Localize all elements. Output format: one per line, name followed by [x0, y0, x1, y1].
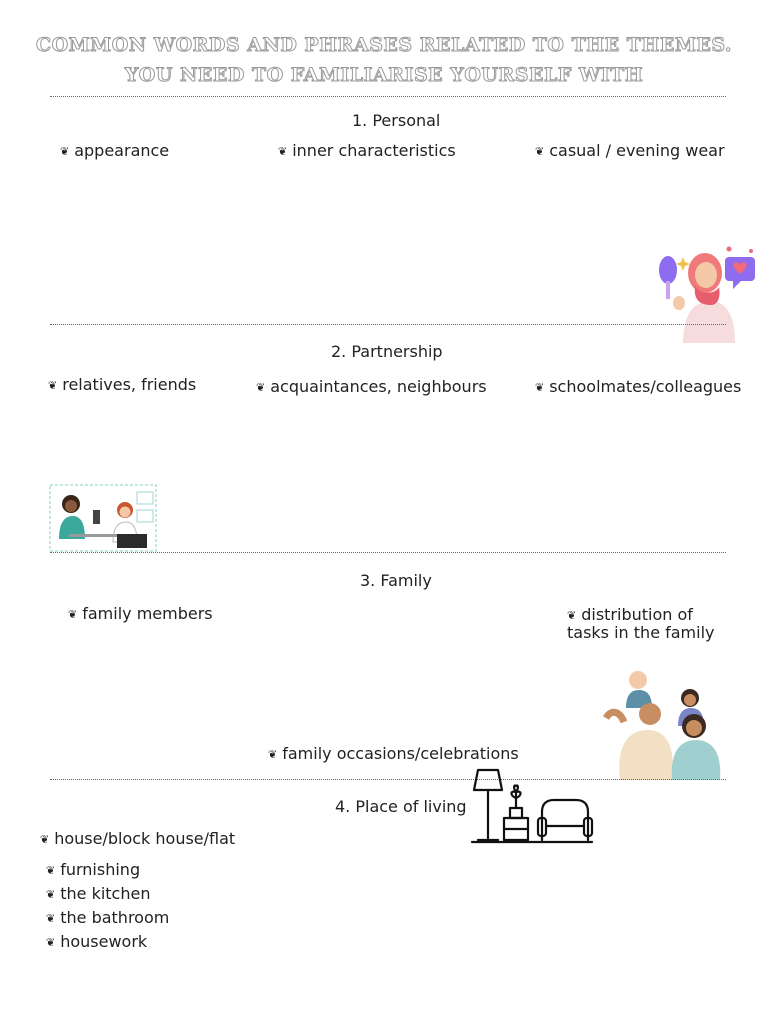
fleuron-bullet-icon: ❦ — [40, 833, 50, 846]
worksheet-title-line-2: YOU NEED TO FAMILIARISE YOURSELF WITH — [124, 64, 644, 86]
list-item: ❦ casual / evening wear — [535, 141, 725, 160]
fleuron-bullet-icon: ❦ — [256, 381, 266, 394]
divider — [50, 96, 726, 97]
happy-family-illustration — [598, 668, 728, 780]
divider — [50, 552, 726, 553]
fleuron-bullet-icon: ❦ — [278, 145, 288, 158]
fleuron-bullet-icon: ❦ — [46, 912, 56, 925]
list-item: ❦ furnishing — [46, 860, 141, 879]
section-heading-family: 3. Family — [360, 571, 432, 590]
fleuron-bullet-icon: ❦ — [535, 381, 545, 394]
list-item-continuation: tasks in the family — [567, 623, 715, 642]
fleuron-bullet-icon: ❦ — [268, 748, 278, 761]
list-item: ❦ house/block house/flat — [40, 829, 236, 848]
divider — [50, 779, 726, 780]
list-item: ❦ relatives, friends — [48, 375, 197, 394]
list-item: ❦ family members — [68, 604, 213, 623]
fleuron-bullet-icon: ❦ — [68, 608, 78, 621]
list-item: ❦ housework — [46, 932, 148, 951]
fleuron-bullet-icon: ❦ — [535, 145, 545, 158]
section-heading-place-of-living: 4. Place of living — [335, 797, 467, 816]
list-item: ❦ the bathroom — [46, 908, 170, 927]
list-item: ❦ the kitchen — [46, 884, 151, 903]
list-item: ❦ distribution of — [567, 605, 693, 624]
fleuron-bullet-icon: ❦ — [46, 888, 56, 901]
section-heading-partnership: 2. Partnership — [331, 342, 443, 361]
woman-with-mirror-illustration — [655, 243, 760, 343]
list-item: ❦ appearance — [60, 141, 170, 160]
fleuron-bullet-icon: ❦ — [46, 864, 56, 877]
list-item: ❦ acquaintances, neighbours — [256, 377, 487, 396]
living-room-furniture-icon — [470, 768, 594, 844]
list-item: ❦ inner characteristics — [278, 141, 456, 160]
fleuron-bullet-icon: ❦ — [567, 609, 577, 622]
fleuron-bullet-icon: ❦ — [60, 145, 70, 158]
list-item: ❦ family occasions/celebrations — [268, 744, 519, 763]
worksheet-title-line-1: COMMON WORDS AND PHRASES RELATED TO THE THEMES. — [35, 34, 733, 56]
coworkers-at-desk-illustration — [49, 484, 157, 552]
fleuron-bullet-icon: ❦ — [46, 936, 56, 949]
fleuron-bullet-icon: ❦ — [48, 379, 58, 392]
divider — [50, 324, 726, 325]
list-item: ❦ schoolmates/colleagues — [535, 377, 742, 396]
section-heading-personal: 1. Personal — [352, 111, 441, 130]
